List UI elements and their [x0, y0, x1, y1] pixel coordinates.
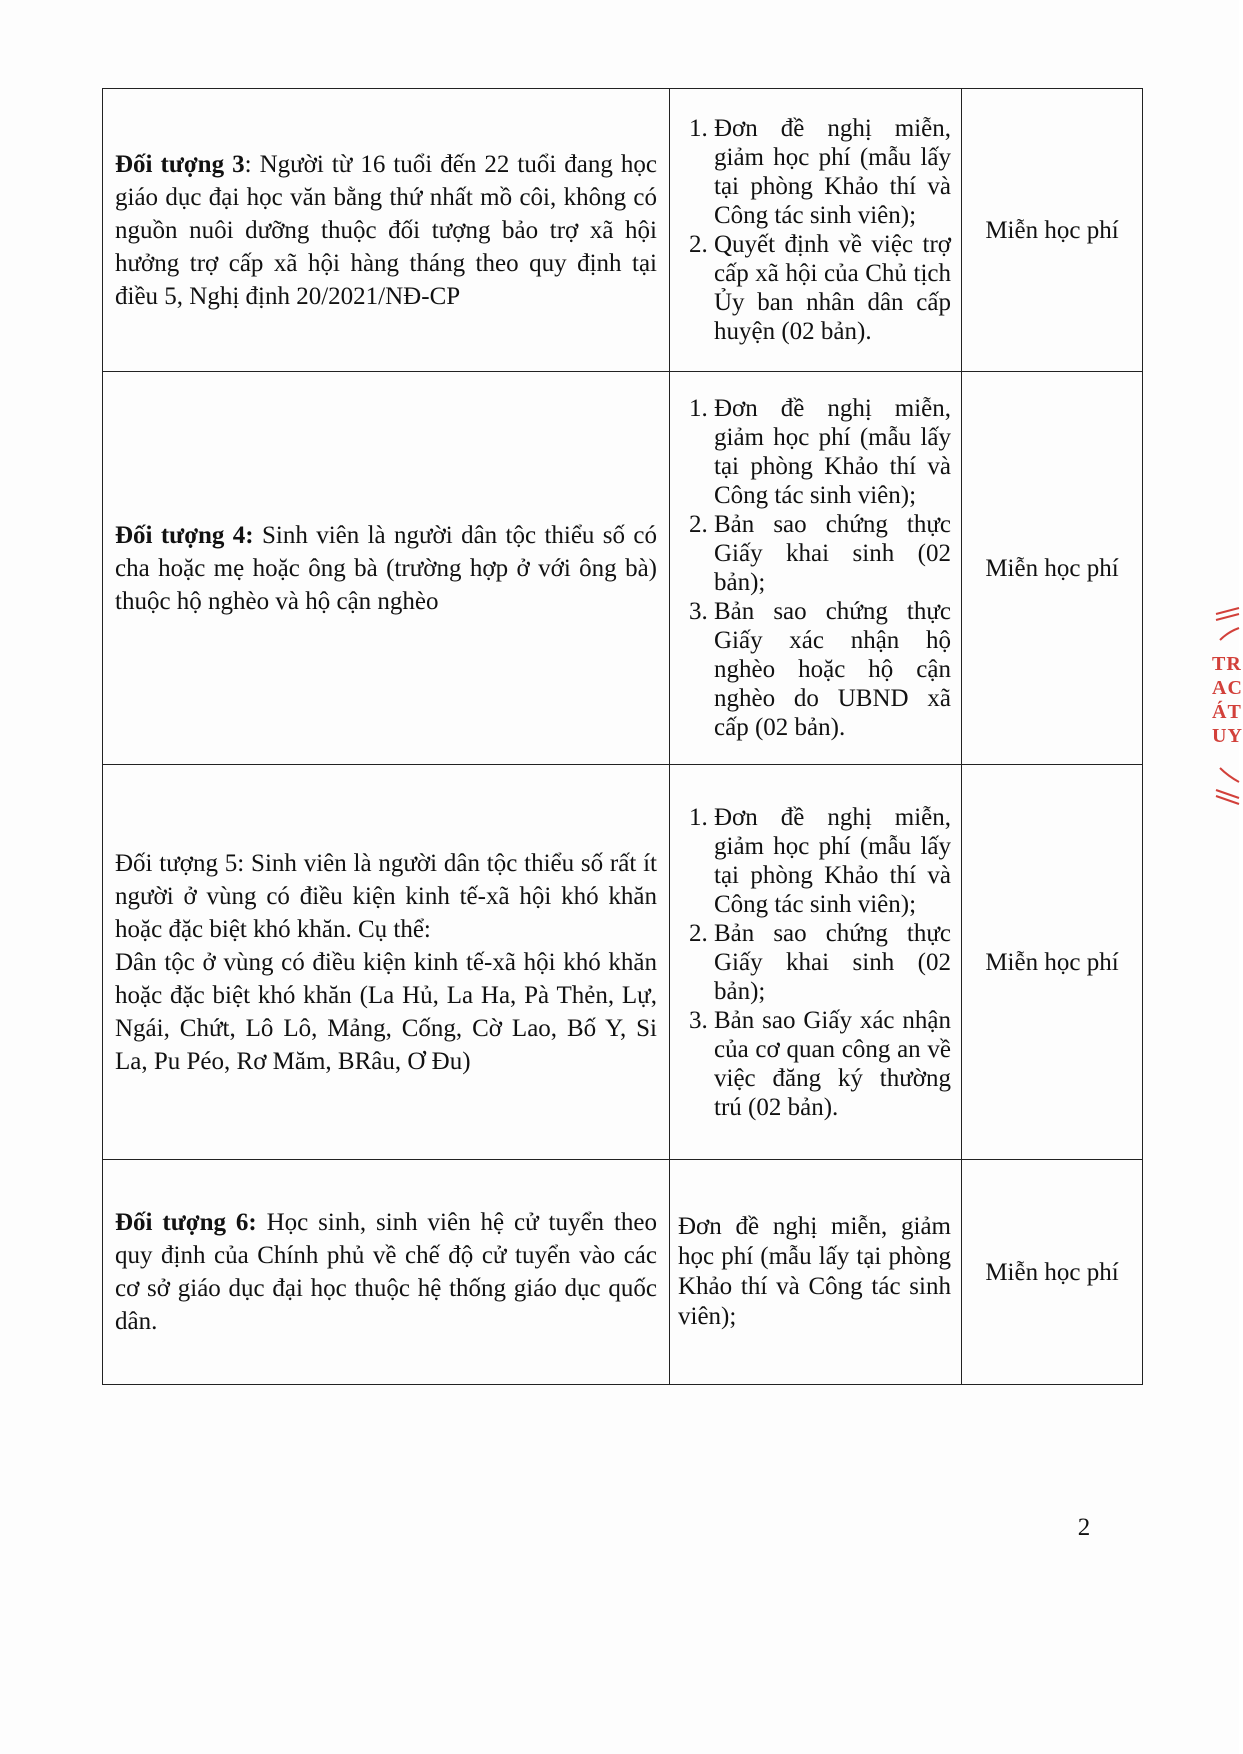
document-item: 3. Bản sao Giấy xác nhận của cơ quan công an về việc đăng ký thường trú (02 bản).	[714, 1006, 951, 1122]
eligibility-description	[115, 1206, 657, 1338]
document-item: 3. Bản sao chứng thực Giấy xác nhận hộ nghèo hoặc hộ cận nghèo do UBND xã cấp (02 bản).	[714, 597, 951, 742]
seal-text-fragment: AC	[1212, 677, 1243, 699]
required-documents-list	[678, 394, 951, 742]
document-item: 2. Quyết định về việc trợ cấp xã hội của Chủ tịch Ủy ban nhân dân cấp huyện (02 bản).	[714, 230, 951, 346]
required-documents-cell	[670, 89, 962, 372]
group-text: Sinh viên là người dân tộc thiểu số có cha hoặc mẹ hoặc ông bà (trường hợp ở với ông bà) thuộc hộ nghèo và hộ cận nghèo	[115, 521, 657, 615]
document-item: 2. Bản sao chứng thực Giấy khai sinh (02 bản);	[714, 919, 951, 1006]
eligibility-description-cell	[103, 89, 670, 372]
required-documents-cell	[670, 372, 962, 765]
eligibility-description-cell	[103, 765, 670, 1160]
eligibility-description-cell	[103, 1160, 670, 1385]
document-item: 1. Đơn đề nghị miễn, giảm học phí (mẫu lấy tại phòng Khảo thí và Công tác sinh viên);	[714, 114, 951, 230]
seal-text-fragment: TR	[1212, 653, 1242, 675]
table-row	[103, 372, 1143, 765]
fee-exemption-table	[102, 88, 1143, 1385]
table-row	[103, 1160, 1143, 1385]
exemption-result: Miễn học phí	[962, 1160, 1143, 1385]
exemption-result: Miễn học phí	[962, 372, 1143, 765]
document-item: 1. Đơn đề nghị miễn, giảm học phí (mẫu lấy tại phòng Khảo thí và Công tác sinh viên);	[714, 394, 951, 510]
table-row	[103, 765, 1143, 1160]
group-label: Đối tượng 4:	[115, 521, 254, 549]
table-row	[103, 89, 1143, 372]
exemption-result: Miễn học phí	[962, 89, 1143, 372]
page-number: 2	[1077, 1514, 1091, 1541]
official-seal	[1206, 600, 1243, 830]
eligibility-description	[115, 148, 657, 313]
eligibility-description-cell	[103, 372, 670, 765]
exemption-result: Miễn học phí	[962, 765, 1143, 1160]
document-item: 2. Bản sao chứng thực Giấy khai sinh (02 bản);	[714, 510, 951, 597]
group-label: Đối tượng 3	[115, 150, 245, 178]
required-documents-list	[678, 803, 951, 1122]
seal-text-fragment: UY	[1212, 725, 1243, 747]
document-item: Đơn đề nghị miễn, giảm học phí (mẫu lấy tại phòng Khảo thí và Công tác sinh viên);	[678, 1213, 951, 1330]
required-documents-list	[678, 114, 951, 346]
eligibility-description-detail: Dân tộc ở vùng có điều kiện kinh tế-xã hội khó khăn hoặc đặc biệt khó khăn (La Hủ, La Ha, Pà Thẻn, Lự, Ngái, Chứt, Lô Lô, Mảng, Cống, Cờ Lao, Bố Y, Si La, Pu Péo, Rơ Măm, BRâu, Ơ Đu)	[115, 948, 657, 1075]
required-documents-cell	[670, 1160, 962, 1385]
group-text: : Người từ 16 tuổi đến 22 tuổi đang học giáo dục đại học văn bằng thứ nhất mồ côi, không có nguồn nuôi dưỡng thuộc đối tượng bảo trợ xã hội hưởng trợ cấp xã hội hàng tháng theo quy định tại điều 5, Nghị định 20/2021/NĐ-CP	[115, 150, 657, 310]
group-text: Học sinh, sinh viên hệ cử tuyển theo quy định của Chính phủ về chế độ cử tuyển vào các cơ sở giáo dục đại học thuộc hệ thống giáo dục quốc dân.	[115, 1209, 657, 1335]
required-documents-cell	[670, 765, 962, 1160]
eligibility-description	[115, 519, 657, 618]
document-item: 1. Đơn đề nghị miễn, giảm học phí (mẫu lấy tại phòng Khảo thí và Công tác sinh viên);	[714, 803, 951, 919]
eligibility-description: Đối tượng 5: Sinh viên là người dân tộc thiểu số rất ít người ở vùng có điều kiện kinh tế-xã hội khó khăn hoặc đặc biệt khó khăn. Cụ thể:	[115, 849, 657, 943]
group-label: Đối tượng 6:	[115, 1209, 257, 1236]
seal-text-fragment: ÁT	[1212, 701, 1242, 723]
